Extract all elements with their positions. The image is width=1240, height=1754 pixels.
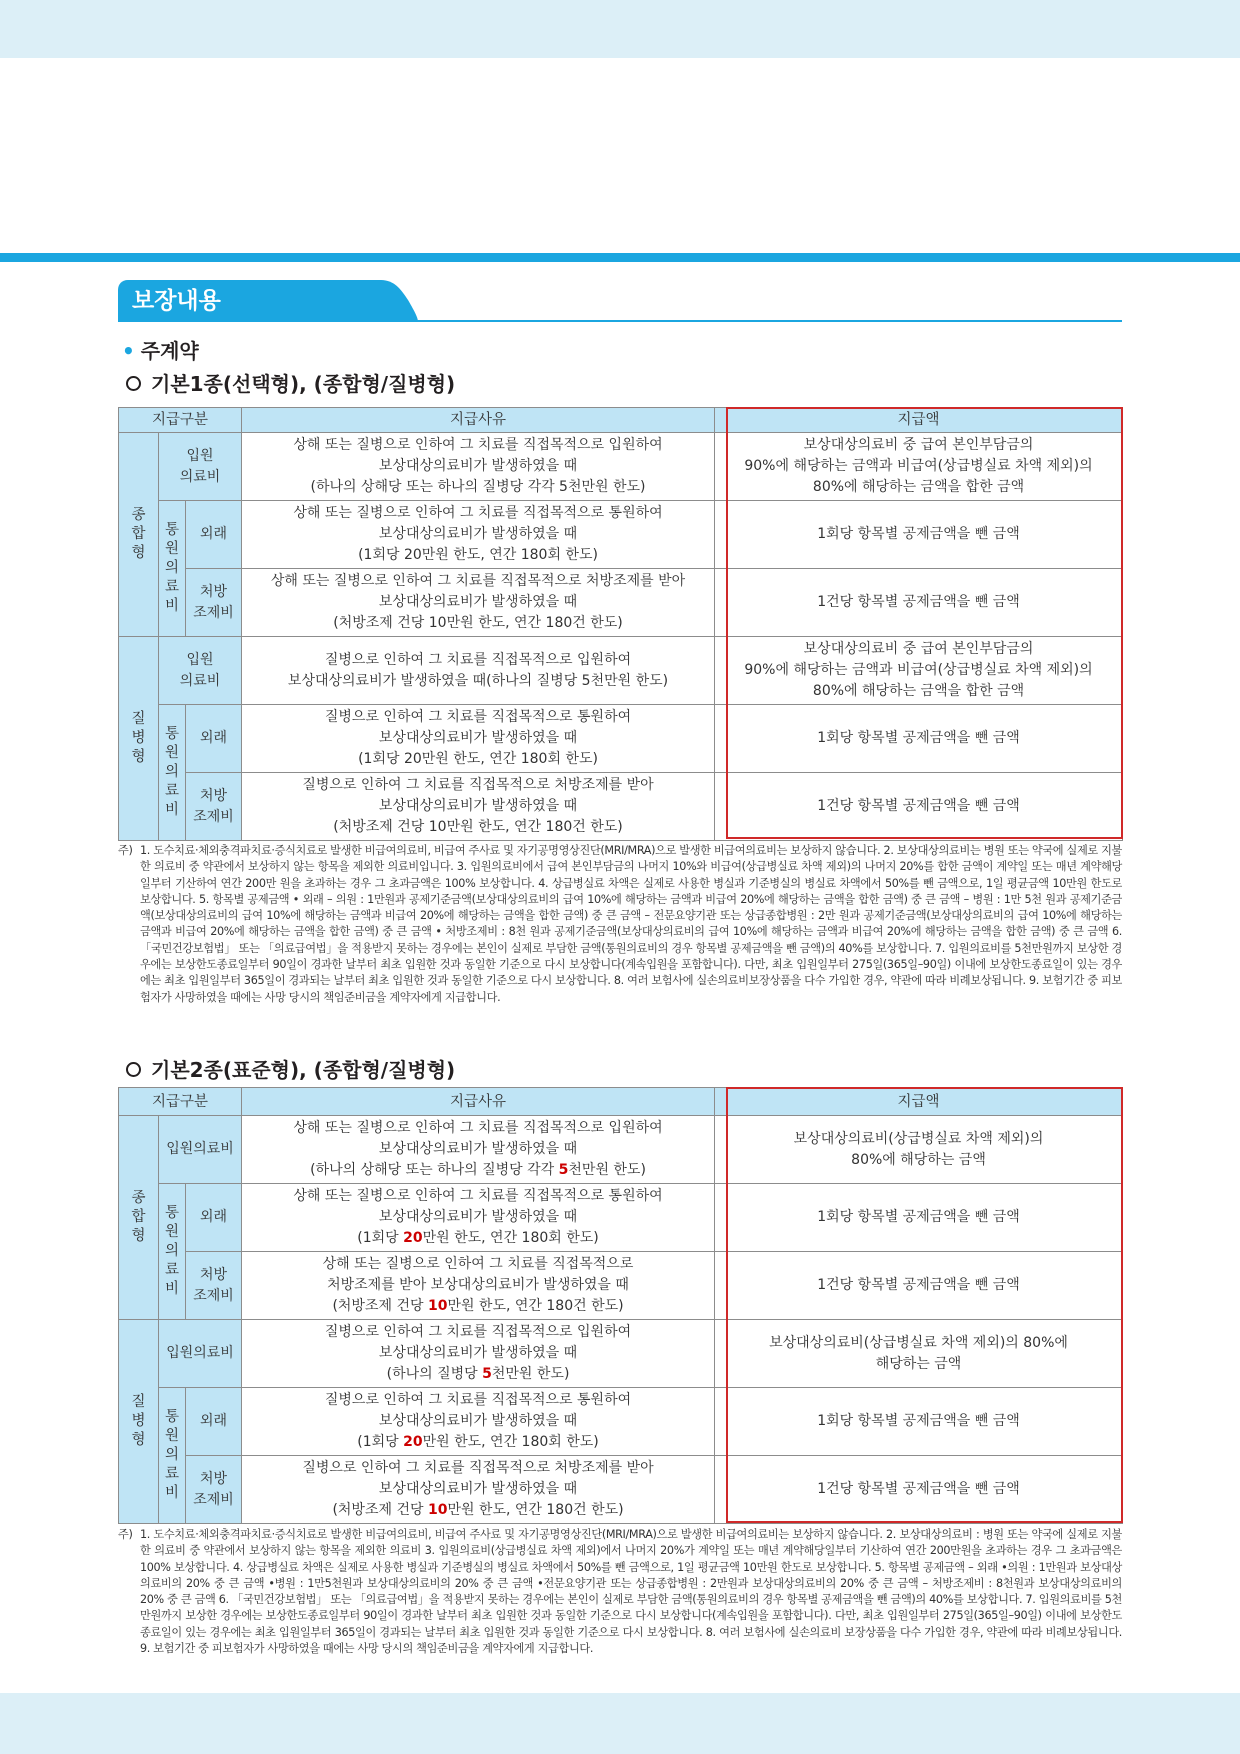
bullet-icon: •	[122, 339, 135, 363]
amount-cell: 1회당 항목별 공제금액을 뺀 금액	[715, 1388, 1123, 1456]
table-row	[119, 1456, 1123, 1524]
table2-subtitle	[126, 1054, 455, 1083]
table-row	[119, 1388, 1123, 1456]
table-row	[119, 773, 1123, 841]
top-rule	[0, 253, 1240, 262]
header-reason: 지급사유	[242, 1088, 715, 1116]
label-prescription: 처방 조제비	[186, 569, 242, 637]
reason-cell: 상해 또는 질병으로 인하여 그 치료를 직접목적으로 입원하여 보상대상의료비가 발생하였을 때 (하나의 상해당 또는 하나의 질병당 각각 5천만원 한도)	[242, 1116, 715, 1184]
group-outpatient: 통 원 의 료 비	[159, 705, 186, 841]
label-prescription: 처방 조제비	[186, 773, 242, 841]
reason-cell: 질병으로 인하여 그 치료를 직접목적으로 입원하여 보상대상의료비가 발생하였을 때 (하나의 질병당 5천만원 한도)	[242, 1320, 715, 1388]
reason-cell: 질병으로 인하여 그 치료를 직접목적으로 처방조제를 받아 보상대상의료비가 발생하였을 때 (처방조제 건당 10만원 한도, 연간 180건 한도)	[242, 773, 715, 841]
table1-notes	[118, 843, 1122, 1006]
group-general: 종 합 형	[119, 1116, 159, 1320]
main-contract-heading	[122, 335, 199, 364]
group-outpatient: 통 원 의 료 비	[159, 501, 186, 637]
table1-subtitle	[126, 368, 455, 397]
table-row	[119, 1252, 1123, 1320]
label-prescription: 처방 조제비	[186, 1456, 242, 1524]
label-inpatient: 입원 의료비	[159, 637, 242, 705]
amount-cell: 보상대상의료비(상급병실료 차액 제외)의 80%에 해당하는 금액	[715, 1116, 1123, 1184]
group-general: 종 합 형	[119, 433, 159, 637]
label-visit: 외래	[186, 1184, 242, 1252]
reason-cell: 질병으로 인하여 그 치료를 직접목적으로 입원하여 보상대상의료비가 발생하였을 때(하나의 질병당 5천만원 한도)	[242, 637, 715, 705]
section-header	[118, 280, 1122, 322]
amount-cell: 1건당 항목별 공제금액을 뺀 금액	[715, 569, 1123, 637]
amount-cell: 1회당 항목별 공제금액을 뺀 금액	[715, 1184, 1123, 1252]
reason-cell: 질병으로 인하여 그 치료를 직접목적으로 통원하여 보상대상의료비가 발생하였을 때 (1회당 20만원 한도, 연간 180회 한도)	[242, 1388, 715, 1456]
label-visit: 외래	[186, 705, 242, 773]
header-amount: 지급액	[715, 408, 1123, 433]
amount-cell: 보상대상의료비 중 급여 본인부담금의 90%에 해당하는 금액과 비급여(상급병실료 차액 제외)의 80%에 해당하는 금액을 합한 금액	[715, 637, 1123, 705]
bottom-band	[0, 1693, 1240, 1754]
header-amount: 지급액	[715, 1088, 1123, 1116]
table2-notes	[118, 1527, 1122, 1657]
group-disease: 질 병 형	[119, 637, 159, 841]
table1-subtitle-text: 기본1종(선택형), (종합형/질병형)	[151, 372, 456, 396]
main-contract-label: 주계약	[140, 339, 199, 363]
table-row	[119, 637, 1123, 705]
label-inpatient: 입원의료비	[159, 1320, 242, 1388]
amount-cell: 1건당 항목별 공제금액을 뺀 금액	[715, 773, 1123, 841]
label-inpatient: 입원의료비	[159, 1116, 242, 1184]
table-row	[119, 705, 1123, 773]
table-row	[119, 501, 1123, 569]
note-prefix: 주)	[118, 844, 133, 857]
reason-cell: 상해 또는 질병으로 인하여 그 치료를 직접목적으로 통원하여 보상대상의료비가 발생하였을 때 (1회당 20만원 한도, 연간 180회 한도)	[242, 1184, 715, 1252]
group-outpatient: 통 원 의 료 비	[159, 1184, 186, 1320]
table-row	[119, 569, 1123, 637]
table-row	[119, 1184, 1123, 1252]
group-outpatient: 통 원 의 료 비	[159, 1388, 186, 1524]
header-category: 지급구분	[119, 408, 242, 433]
reason-cell: 질병으로 인하여 그 치료를 직접목적으로 처방조제를 받아 보상대상의료비가 발생하였을 때 (처방조제 건당 10만원 한도, 연간 180건 한도)	[242, 1456, 715, 1524]
reason-cell: 상해 또는 질병으로 인하여 그 치료를 직접목적으로 처방조제를 받아 보상대상의료비가 발생하였을 때 (처방조제 건당 10만원 한도, 연간 180건 한도)	[242, 569, 715, 637]
amount-cell: 1건당 항목별 공제금액을 뺀 금액	[715, 1252, 1123, 1320]
coverage-table-2	[118, 1087, 1123, 1524]
label-inpatient: 입원 의료비	[159, 433, 242, 501]
top-band	[0, 0, 1240, 58]
table-row	[119, 1116, 1123, 1184]
label-visit: 외래	[186, 1388, 242, 1456]
header-category: 지급구분	[119, 1088, 242, 1116]
reason-cell: 상해 또는 질병으로 인하여 그 치료를 직접목적으로 입원하여 보상대상의료비가 발생하였을 때 (하나의 상해당 또는 하나의 질병당 각각 5천만원 한도)	[242, 433, 715, 501]
section-title: 보장내용	[132, 288, 221, 314]
header-reason: 지급사유	[242, 408, 715, 433]
group-disease: 질 병 형	[119, 1320, 159, 1524]
coverage-table-1	[118, 407, 1123, 841]
amount-cell: 1건당 항목별 공제금액을 뺀 금액	[715, 1456, 1123, 1524]
table-row	[119, 433, 1123, 501]
table-row	[119, 1320, 1123, 1388]
amount-cell: 1회당 항목별 공제금액을 뺀 금액	[715, 501, 1123, 569]
note-text: 1. 도수치료·체외충격파치료·증식치료로 발생한 비급여의료비, 비급여 주사료 및 자기공명영상진단(MRI/MRA)으로 발생한 비급여의료비는 보상하지 않습니다. 2. 보상대상의료비는 병원 또는 약국에 실제로 지불한 의료비 중 약관에서 보상하지 않는 항목을 제외한 의료비입니다. 3. 입원의료비에서 급여 본인부담금의 나머지 10%와 비급여(상급병실료 차액 제외)의 나머지 20%를 합한 금액이 계약일 또는 매년 계약해당일부터 기산하여 연간 200만 원을 초과하는 경우 그 초과금액은 100% 보상합니다. 4. 상급병실료 차액은 실제로 사용한 병실과 기준병실의 병실료 차액에서 50%를 뺀 금액으로, 1일 평균금액 10만원 한도로 보상합니다. 5. 항목별 공제금액 • 외래 – 의원 : 1만원과 공제기준금액(보상대상의료비의 급여 10%에 해당하는 금액과 비급여 20%에 해당하는 금액을 합한 금액) 중 큰 금액 – 병원 : 1만 5천 원과 공제기준금액(보상대상의료비의 급여 10%에 해당하는 금액과 비급여 20%에 해당하는 금액을 합한 금액) 중 큰 금액 – 전문요양기관 또는 상급종합병원 : 2만 원과 공제기준금액(보상대상의료비의 급여 10%에 해당하는 금액과 비급여 20%에 해당하는 금액을 합한 금액) 중 큰 금액 • 처방조제비 : 8천 원과 공제기준금액(보상대상의료비의 급여 10%에 해당하는 금액과 비급여 20%에 해당하는 금액을 합한 금액) 중 큰 금액 6. 「국민건강보험법」 또는 「의료급여법」을 적용받지 못하는 경우에는 본인이 실제로 부담한 금액(통원의료비의 경우 항목별 공제금액을 뺀 금액)의 40%를 보상합니다. 7. 입원의료비를 5천만원까지 보상한 경우에는 보상한도종료일부터 90일이 경과한 날부터 최초 입원한 것과 동일한 기준으로 다시 보상합니다(계속입원을 포함합니다). 다만, 최초 입원일부터 275일(365일–90일) 이내에 보상한도종료일이 있는 경우에는 최초 입원일부터 365일이 경과되는 날부터 최초 입원한 것과 동일한 기준으로 다시 보상합니다. 8. 여러 보험사에 실손의료비보장상품을 다수 가입한 경우, 약관에 따라 비례보상됩니다. 9. 보험기간 중 피보험자가 사망하였을 때에는 사망 당시의 책임준비금을 계약자에게 지급합니다.	[140, 844, 1122, 1004]
amount-cell: 보상대상의료비(상급병실료 차액 제외)의 80%에 해당하는 금액	[715, 1320, 1123, 1388]
amount-cell: 1회당 항목별 공제금액을 뺀 금액	[715, 705, 1123, 773]
note-text: 1. 도수치료·체외충격파치료·증식치료로 발생한 비급여의료비, 비급여 주사료 및 자기공명영상진단(MRI/MRA)으로 발생한 비급여의료비는 보상하지 않습니다. 2. 보상대상의료비 : 병원 또는 약국에 실제로 지불한 의료비 중 약관에서 보상하지 않는 항목을 제외한 의료비 3. 입원의료비(상급병실료 차액 제외)에서 나머지 20%가 계약일 또는 매년 계약해당일부터 기산하여 연간 200만원을 초과하는 경우 그 초과금액은 100% 보상합니다. 4. 상급병실료 차액은 실제로 사용한 병실과 기준병실의 병실료 차액에서 50%를 뺀 금액으로, 1일 평균금액 10만원 한도로 보상합니다. 5. 항목별 공제금액 – 외래 •의원 : 1만원과 보상대상의료비의 20% 중 큰 금액 •병원 : 1만5천원과 보상대상의료비의 20% 중 큰 금액 •전문요양기관 또는 상급종합병원 : 2만원과 보상대상의료비의 20% 중 큰 금액 – 처방조제비 : 8천원과 보상대상의료비의 20% 중 큰 금액 6. 「국민건강보험법」 또는 「의료급여법」을 적용받지 못하는 경우에는 본인이 실제로 부담한 금액(통원의료비의 경우 항목별 공제금액을 뺀 금액)의 40%를 보상합니다. 7. 입원의료비를 5천만원까지 보상한 경우에는 보상한도종료일부터 90일이 경과한 날부터 최초 입원한 것과 동일한 기준으로 다시 보상합니다(계속입원을 포함합니다). 다만, 최초 입원일부터 275일(365일–90일) 이내에 보상한도종료일이 있는 경우에는 최초 입원일부터 365일이 경과되는 날부터 최초 입원한 것과 동일한 기준으로 다시 보상합니다. 8. 여러 보험사에 실손의료비 보장상품을 다수 가입한 경우, 약관에 따라 비례보상됩니다. 9. 보험기간 중 피보험자가 사망하였을 때에는 사망 당시의 책임준비금을 계약자에게 지급합니다.	[140, 1528, 1122, 1656]
reason-cell: 질병으로 인하여 그 치료를 직접목적으로 통원하여 보상대상의료비가 발생하였을 때 (1회당 20만원 한도, 연간 180회 한도)	[242, 705, 715, 773]
label-prescription: 처방 조제비	[186, 1252, 242, 1320]
amount-cell: 보상대상의료비 중 급여 본인부담금의 90%에 해당하는 금액과 비급여(상급병실료 차액 제외)의 80%에 해당하는 금액을 합한 금액	[715, 433, 1123, 501]
reason-cell: 상해 또는 질병으로 인하여 그 치료를 직접목적으로 통원하여 보상대상의료비가 발생하였을 때 (1회당 20만원 한도, 연간 180회 한도)	[242, 501, 715, 569]
circle-bullet-icon	[126, 1062, 141, 1077]
section-underline	[118, 320, 1122, 322]
circle-bullet-icon	[126, 376, 141, 391]
note-prefix: 주)	[118, 1528, 133, 1541]
reason-cell: 상해 또는 질병으로 인하여 그 치료를 직접목적으로 처방조제를 받아 보상대상의료비가 발생하였을 때 (처방조제 건당 10만원 한도, 연간 180건 한도)	[242, 1252, 715, 1320]
label-visit: 외래	[186, 501, 242, 569]
table2-subtitle-text: 기본2종(표준형), (종합형/질병형)	[151, 1058, 456, 1082]
